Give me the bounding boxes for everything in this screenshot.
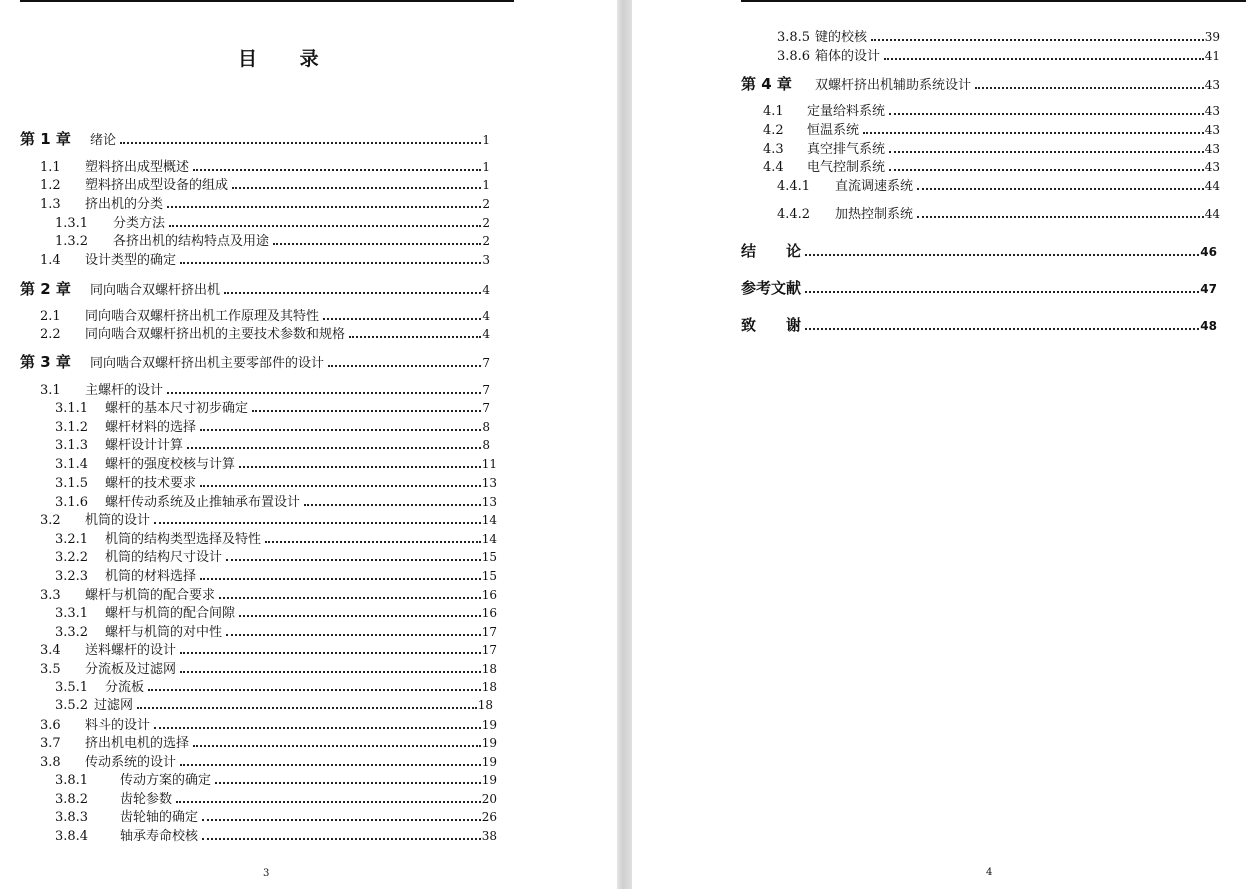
section-title: 传动方案的确定 — [120, 773, 212, 788]
header-rule — [741, 0, 1246, 2]
section-number: 3.5 — [40, 662, 61, 677]
page-ref: 3 — [482, 253, 490, 267]
section-title: 过滤网 — [94, 698, 134, 713]
page-ref: 2 — [482, 216, 490, 230]
section-number: 第 4 章 — [741, 75, 792, 93]
page-number: 4 — [986, 867, 993, 878]
section-title: 恒温系统 — [807, 123, 860, 138]
dot-leader — [202, 819, 481, 821]
toc-entry[interactable] — [55, 791, 497, 808]
section-title: 分类方法 — [113, 216, 166, 231]
section-number: 3.8.3 — [55, 810, 89, 825]
section-number: 3.2.3 — [55, 569, 89, 584]
section-title: 传动系统的设计 — [85, 755, 177, 770]
toc-entry[interactable] — [55, 215, 490, 232]
section-title: 键的校核 — [815, 30, 868, 45]
page-ref: 7 — [482, 356, 490, 370]
toc-entry[interactable] — [763, 141, 1220, 158]
dot-leader — [871, 39, 1204, 41]
dot-leader — [180, 671, 481, 673]
toc-entry[interactable] — [40, 326, 490, 343]
toc-entry[interactable] — [55, 624, 497, 641]
toc-entry[interactable] — [40, 252, 490, 269]
section-number: 3.5.1 — [55, 680, 89, 695]
toc-entry[interactable] — [55, 233, 490, 250]
section-title: 直流调速系统 — [835, 179, 914, 194]
dot-leader — [224, 292, 481, 294]
page-ref: 1 — [482, 160, 490, 174]
section-title: 主螺杆的设计 — [85, 383, 164, 398]
page-ref: 4 — [482, 283, 490, 297]
page-ref: 4 — [482, 309, 490, 323]
toc-entry[interactable] — [55, 456, 497, 473]
section-number: 第 2 章 — [20, 280, 71, 298]
toc-entry[interactable] — [777, 29, 1220, 46]
section-number: 3.6 — [40, 718, 61, 733]
toc-entry[interactable] — [763, 122, 1220, 139]
dot-leader — [323, 318, 481, 320]
page-ref: 43 — [1204, 78, 1220, 92]
dot-leader — [154, 727, 481, 729]
page-ref: 1 — [482, 178, 490, 192]
page-ref: 7 — [482, 383, 490, 397]
section-number: 2.2 — [40, 327, 61, 342]
section-number: 4.3 — [763, 142, 784, 157]
dot-leader — [154, 522, 481, 524]
section-number: 1.1 — [40, 160, 61, 175]
page-ref: 1 — [482, 133, 490, 147]
dot-leader — [889, 113, 1204, 115]
page-ref: 13 — [481, 476, 497, 490]
toc-entry[interactable] — [55, 437, 490, 454]
dot-leader — [917, 216, 1204, 218]
toc-entry[interactable] — [40, 382, 490, 399]
section-number: 第 1 章 — [20, 130, 71, 148]
dot-leader — [232, 187, 481, 189]
dot-leader — [169, 225, 481, 227]
toc-entry[interactable] — [40, 177, 490, 194]
toc-entry[interactable] — [40, 661, 497, 678]
section-title: 绪论 — [90, 133, 117, 148]
section-number: 3.2 — [40, 513, 61, 528]
section-number: 4.4.2 — [777, 207, 811, 222]
page-ref: 15 — [481, 569, 497, 583]
dot-leader — [167, 206, 481, 208]
page-ref: 26 — [481, 810, 497, 824]
toc-entry[interactable] — [55, 809, 497, 826]
dot-leader — [805, 254, 1199, 256]
section-number: 1.2 — [40, 178, 61, 193]
section-title: 齿轮参数 — [120, 792, 173, 807]
page-ref: 18 — [481, 662, 497, 676]
page-ref: 14 — [481, 532, 497, 546]
section-title: 料斗的设计 — [85, 718, 151, 733]
dot-leader — [180, 764, 481, 766]
section-number: 3.2.2 — [55, 550, 89, 565]
dot-leader — [239, 615, 481, 617]
dot-leader — [265, 541, 481, 543]
dot-leader — [889, 169, 1204, 171]
toc-entry[interactable] — [741, 243, 1217, 260]
section-title: 螺杆设计计算 — [105, 438, 184, 453]
section-title: 齿轮轴的确定 — [120, 810, 199, 825]
dot-leader — [200, 578, 481, 580]
dot-leader — [180, 652, 481, 654]
section-number: 3.8 — [40, 755, 61, 770]
section-title: 塑料挤出成型设备的组成 — [85, 178, 229, 193]
toc-entry[interactable] — [55, 697, 493, 714]
toc-entry[interactable] — [55, 475, 497, 492]
page-ref: 16 — [481, 588, 497, 602]
dot-leader — [167, 392, 481, 394]
dot-leader — [200, 485, 481, 487]
page-ref: 17 — [481, 625, 497, 639]
page-ref: 11 — [481, 457, 497, 471]
page-ref: 44 — [1204, 207, 1220, 221]
page-ref: 18 — [477, 698, 493, 712]
dot-leader — [349, 336, 481, 338]
page-number: 3 — [263, 868, 270, 879]
section-title: 同向啮合双螺杆挤出机工作原理及其特性 — [85, 309, 320, 324]
dot-leader — [187, 447, 481, 449]
page-ref: 38 — [481, 829, 497, 843]
section-number: 1.3.2 — [55, 234, 89, 249]
page-ref: 46 — [1200, 245, 1217, 259]
page-gutter — [617, 0, 632, 889]
dot-leader — [200, 429, 481, 431]
page-ref: 13 — [481, 495, 497, 509]
page-ref: 43 — [1204, 142, 1220, 156]
section-title: 螺杆与机筒的对中性 — [105, 625, 223, 640]
page-ref: 14 — [481, 513, 497, 527]
toc-entry[interactable] — [55, 549, 497, 566]
section-title: 设计类型的确定 — [85, 253, 177, 268]
section-title: 分流板 — [105, 680, 145, 695]
section-title: 参考文献 — [741, 279, 802, 297]
section-number: 3.3.1 — [55, 606, 89, 621]
section-number: 3.8.5 — [777, 30, 811, 45]
section-title: 机筒的结构尺寸设计 — [105, 550, 223, 565]
page-ref: 19 — [481, 755, 497, 769]
toc-page-right — [632, 0, 1246, 889]
section-title: 送料螺杆的设计 — [85, 643, 177, 658]
page-ref: 19 — [481, 736, 497, 750]
dot-leader — [884, 58, 1204, 60]
page-ref: 18 — [481, 680, 497, 694]
section-number: 3.1.3 — [55, 438, 89, 453]
section-number: 第 3 章 — [20, 353, 71, 371]
toc-entry[interactable] — [40, 717, 497, 734]
section-number: 1.3 — [40, 197, 61, 212]
section-title: 真空排气系统 — [807, 142, 886, 157]
toc-entry[interactable] — [40, 642, 497, 659]
section-number: 3.8.6 — [777, 49, 811, 64]
dot-leader — [180, 262, 481, 264]
page-ref: 15 — [481, 550, 497, 564]
dot-leader — [304, 504, 481, 506]
header-rule — [20, 0, 514, 2]
section-title: 机筒的材料选择 — [105, 569, 197, 584]
section-number: 3.4 — [40, 643, 61, 658]
toc-entry[interactable] — [40, 754, 497, 771]
section-title: 定量给料系统 — [807, 104, 886, 119]
section-title: 分流板及过滤网 — [85, 662, 177, 677]
dot-leader — [193, 169, 481, 171]
section-number: 4.4.1 — [777, 179, 811, 194]
toc-entry[interactable] — [55, 679, 497, 696]
dot-leader — [975, 87, 1204, 89]
page-title: 目 录 — [238, 48, 337, 70]
dot-leader — [889, 151, 1204, 153]
section-title: 轴承寿命校核 — [120, 829, 199, 844]
section-title: 螺杆材料的选择 — [105, 420, 197, 435]
section-title: 螺杆与机筒的配合间隙 — [105, 606, 236, 621]
section-number: 3.8.1 — [55, 773, 89, 788]
page-ref: 7 — [482, 401, 490, 415]
section-title: 同向啮合双螺杆挤出机主要零部件的设计 — [90, 356, 325, 371]
toc-page-left — [0, 0, 617, 889]
page-ref: 43 — [1204, 104, 1220, 118]
section-title: 箱体的设计 — [815, 49, 881, 64]
page-ref: 43 — [1204, 123, 1220, 137]
toc-entry[interactable] — [55, 531, 497, 548]
section-title: 双螺杆挤出机辅助系统设计 — [815, 78, 972, 93]
section-number: 3.7 — [40, 736, 61, 751]
toc-entry[interactable] — [55, 828, 497, 845]
section-title: 螺杆的技术要求 — [105, 476, 197, 491]
toc-entry[interactable] — [55, 419, 490, 436]
toc-entry[interactable] — [777, 178, 1220, 195]
dot-leader — [215, 782, 481, 784]
section-title: 挤出机的分类 — [85, 197, 164, 212]
section-title: 螺杆的强度校核与计算 — [105, 457, 236, 472]
toc-chapter-entry[interactable] — [20, 131, 490, 149]
page-ref: 48 — [1200, 319, 1217, 333]
section-title: 塑料挤出成型概述 — [85, 160, 190, 175]
section-number: 3.8.2 — [55, 792, 89, 807]
section-title: 机筒的结构类型选择及特性 — [105, 532, 262, 547]
dot-leader — [226, 559, 481, 561]
page-ref: 8 — [482, 420, 490, 434]
dot-leader — [863, 132, 1204, 134]
section-title: 机筒的设计 — [85, 513, 151, 528]
section-number: 3.3.2 — [55, 625, 89, 640]
toc-chapter-entry[interactable] — [20, 281, 490, 299]
page-ref: 4 — [482, 327, 490, 341]
toc-entry[interactable] — [741, 317, 1217, 334]
page-ref: 19 — [481, 718, 497, 732]
section-number: 3.1.6 — [55, 495, 89, 510]
toc-entry[interactable] — [55, 568, 497, 585]
dot-leader — [273, 243, 481, 245]
page-ref: 41 — [1204, 49, 1220, 63]
toc-chapter-entry[interactable] — [20, 354, 490, 372]
dot-leader — [917, 188, 1204, 190]
section-number: 3.1.1 — [55, 401, 89, 416]
page-ref: 44 — [1204, 179, 1220, 193]
dot-leader — [239, 466, 481, 468]
section-title: 电气控制系统 — [807, 160, 886, 175]
dot-leader — [202, 838, 481, 840]
page-ref: 17 — [481, 643, 497, 657]
section-title: 挤出机电机的选择 — [85, 736, 190, 751]
dot-leader — [120, 142, 481, 144]
section-title: 同向啮合双螺杆挤出机的主要技术参数和规格 — [85, 327, 346, 342]
dot-leader — [226, 634, 481, 636]
toc-entry[interactable] — [40, 735, 497, 752]
section-number: 4.2 — [763, 123, 784, 138]
section-title: 螺杆的基本尺寸初步确定 — [105, 401, 249, 416]
dot-leader — [805, 291, 1199, 293]
toc-entry[interactable] — [40, 308, 490, 325]
dot-leader — [193, 745, 481, 747]
section-title: 结 论 — [741, 242, 802, 260]
section-number: 1.3.1 — [55, 216, 89, 231]
toc-entry[interactable] — [40, 196, 490, 213]
page-ref: 39 — [1204, 30, 1220, 44]
section-title: 致 谢 — [741, 316, 802, 334]
page-ref: 2 — [482, 197, 490, 211]
section-number: 3.1.4 — [55, 457, 89, 472]
toc-entry[interactable] — [55, 400, 490, 417]
section-title: 螺杆传动系统及止推轴承布置设计 — [105, 495, 301, 510]
toc-entry[interactable] — [55, 605, 497, 622]
section-number: 4.4 — [763, 160, 784, 175]
page-ref: 2 — [482, 234, 490, 248]
page-ref: 16 — [481, 606, 497, 620]
dot-leader — [137, 707, 477, 709]
section-number: 3.5.2 — [55, 698, 89, 713]
section-title: 螺杆与机筒的配合要求 — [85, 588, 216, 603]
page-ref: 47 — [1200, 282, 1217, 296]
page-ref: 43 — [1204, 160, 1220, 174]
section-number: 3.2.1 — [55, 532, 89, 547]
section-number: 1.4 — [40, 253, 61, 268]
dot-leader — [252, 410, 481, 412]
toc-entry[interactable] — [777, 48, 1220, 65]
section-number: 2.1 — [40, 309, 61, 324]
dot-leader — [805, 328, 1199, 330]
page-ref: 8 — [482, 438, 490, 452]
toc-entry[interactable] — [55, 494, 497, 511]
section-title: 各挤出机的结构特点及用途 — [113, 234, 270, 249]
dot-leader — [148, 689, 481, 691]
section-number: 3.1 — [40, 383, 61, 398]
toc-entry[interactable] — [40, 159, 490, 176]
section-title: 加热控制系统 — [835, 207, 914, 222]
dot-leader — [328, 365, 481, 367]
section-number: 3.3 — [40, 588, 61, 603]
toc-entry[interactable] — [40, 512, 497, 529]
page-ref: 20 — [481, 792, 497, 806]
section-number: 3.1.2 — [55, 420, 89, 435]
section-title: 同向啮合双螺杆挤出机 — [90, 283, 221, 298]
section-number: 3.8.4 — [55, 829, 89, 844]
section-number: 4.1 — [763, 104, 784, 119]
toc-entry[interactable] — [763, 159, 1220, 176]
toc-chapter-entry[interactable] — [741, 76, 1220, 94]
toc-entry[interactable] — [40, 587, 497, 604]
page-ref: 19 — [481, 773, 497, 787]
dot-leader — [219, 597, 481, 599]
section-number: 3.1.5 — [55, 476, 89, 491]
toc-entry[interactable] — [741, 280, 1217, 297]
toc-entry[interactable] — [55, 772, 497, 789]
dot-leader — [176, 801, 481, 803]
toc-entry[interactable] — [763, 103, 1220, 120]
toc-entry[interactable] — [777, 206, 1220, 223]
